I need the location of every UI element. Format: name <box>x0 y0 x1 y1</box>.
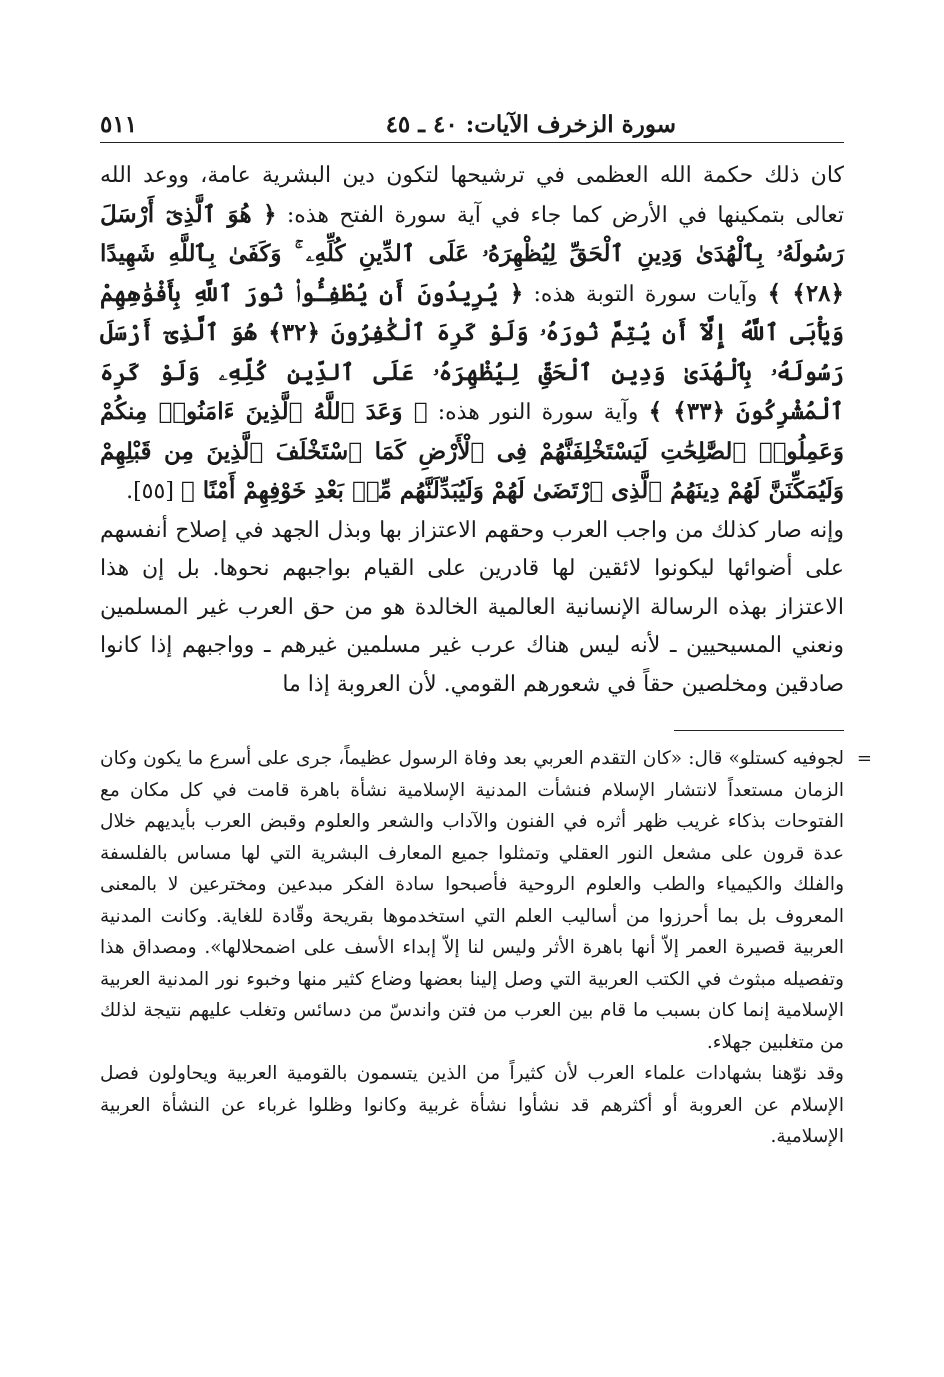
book-page <box>100 92 872 1153</box>
verse-an-nur: ﴿ وَعَدَ ٱللَّهُ ٱلَّذِينَ ءَامَنُوا۟ مِنكُمْ وَعَمِلُوا۟ ٱلصَّٰلِحَٰتِ لَيَسْتَخْلِفَنَّهُمْ فِى ٱلْأَرْضِ كَمَا ٱسْتَخْلَفَ ٱلَّذِينَ مِن قَبْلِهِمْ وَلَيُمَكِّنَنَّ لَهُمْ دِينَهُمُ ٱلَّذِى ٱرْتَضَىٰ لَهُمْ وَلَيُبَدِّلَنَّهُم مِّنۢ بَعْدِ خَوْفِهِمْ أَمْنًا ﴾ <box>100 398 844 504</box>
paragraph-1-nur-intro: وآية سورة النور هذه: <box>427 400 649 425</box>
footnote-text-1: لجوفيه كستلو» قال: «كان التقدم العربي بعد وفاة الرسول عظيماً، جرى على أسرع ما يكون وكان الزمان مستعداً لانتشار الإسلام فنشأت المدنية الإسلامية نشأة باهرة قامت في كل مكان مع الفتوحات بذكاء غريب ظهر أثره في الفنون والآداب والشعر والعلوم وقبض العرب بأيديهم خلال عدة قرون على مشعل النور العقلي وتمثلوا جميع المعارف البشرية التي لها مساس بالفلسفة والفلك والكيمياء والطب والعلوم الروحية فأصبحوا سادة الفكر مبدعين ومخترعين لا بالمعنى المعروف بل بما أحرزوا من أساليب العلم التي استخدموها بقريحة وقّادة للغاية. وكانت المدنية العربية قصيرة العمر إلاّ أنها باهرة الأثر وليس لنا إلاّ إبداء الأسف على اضمحلالها». ومصداق هذا وتفصيله مبثوث في الكتب العربية التي وصل إلينا بعضها وضاع كثير منها وخبوء نور المدنية العربية الإسلامية إنما كان بسبب ما قام بين العرب من فتن واندسّ من دسائس وتغلب عليهم نتيجة لذلك من متغلبين جهلاء. <box>100 748 844 1053</box>
verse-al-fath: ﴿ هُوَ ٱلَّذِىٓ أَرْسَلَ رَسُولَهُۥ بِٱلْهُدَىٰ وَدِينِ ٱلْحَقِّ لِيُظْهِرَهُۥ عَلَى ٱلدِّينِ كُلِّهِۦ ۚ وَكَفَىٰ بِٱللَّهِ شَهِيدًا ﴿٢٨﴾ ﴾ <box>100 200 845 307</box>
paragraph-1-tawba-intro: وآيات سورة التوبة هذه: <box>523 281 768 307</box>
footnote-separator <box>674 730 844 731</box>
page-header <box>100 92 844 138</box>
footnote-continuation-mark: = <box>856 748 872 769</box>
main-text <box>100 157 844 704</box>
page-number: ٥١١ <box>100 111 138 138</box>
running-title: سورة الزخرف الآيات: ٤٠ ـ ٤٥ <box>385 111 676 138</box>
footnotes <box>100 743 872 1153</box>
footnote-text-2: وقد نوّهنا بشهادات علماء العرب لأن كثيراً من الذين يتسمون بالقومية العربية ويحاولون فصل الإسلام عن العروبة أو أكثرهم قد نشأوا نشأة غربية وكانوا وظلوا غرباء عن النشأة العربية الإسلامية. <box>100 1063 844 1147</box>
paragraph-1-intro: كان ذلك حكمة الله العظمى في ترشيحها لتكون دين البشرية عامة، ووعد الله تعالى بتمكينها في الأرض كما جاء في آية سورة الفتح هذه: <box>100 163 845 228</box>
verse-at-tawba: ﴿ يُرِيدُونَ أَن يُطْفِـُٔوا۟ نُورَ ٱللَّهِ بِأَفْوَٰهِهِمْ وَيَأْبَى ٱللَّهُ إِلَّآ أَن يُتِمَّ نُورَهُۥ وَلَوْ كَرِهَ ٱلْكَٰفِرُونَ ﴿٣٢﴾ هُوَ ٱلَّذِىٓ أَرْسَلَ رَسُولَهُۥ بِٱلْهُدَىٰ وَدِينِ ٱلْحَقِّ لِيُظْهِرَهُۥ عَلَى ٱلدِّينِ كُلِّهِۦ وَلَوْ كَرِهَ ٱلْمُشْرِكُونَ ﴿٣٣﴾ ﴾ <box>100 279 845 425</box>
paragraph-1 <box>100 157 844 512</box>
header-rule <box>100 142 844 143</box>
verse-number-ref: [٥٥]. <box>126 479 181 504</box>
paragraph-2: وإنه صار كذلك من واجب العرب وحقهم الاعتزاز بها وبذل الجهد في إصلاح أنفسهم على أضوائها ليكونوا لائقين لها قادرين على القيام بواجبهم نحوها. بل إن هذا الاعتزاز بهذه الرسالة الإنسانية العالمية الخالدة هو من حق العرب غير المسلمين ونعني المسيحيين ـ لأنه ليس هناك عرب غير مسلمين غيرهم ـ وواجبهم إذا كانوا صادقين ومخلصين حقاً في شعورهم القومي. لأن العروبة إذا ما <box>100 517 844 697</box>
